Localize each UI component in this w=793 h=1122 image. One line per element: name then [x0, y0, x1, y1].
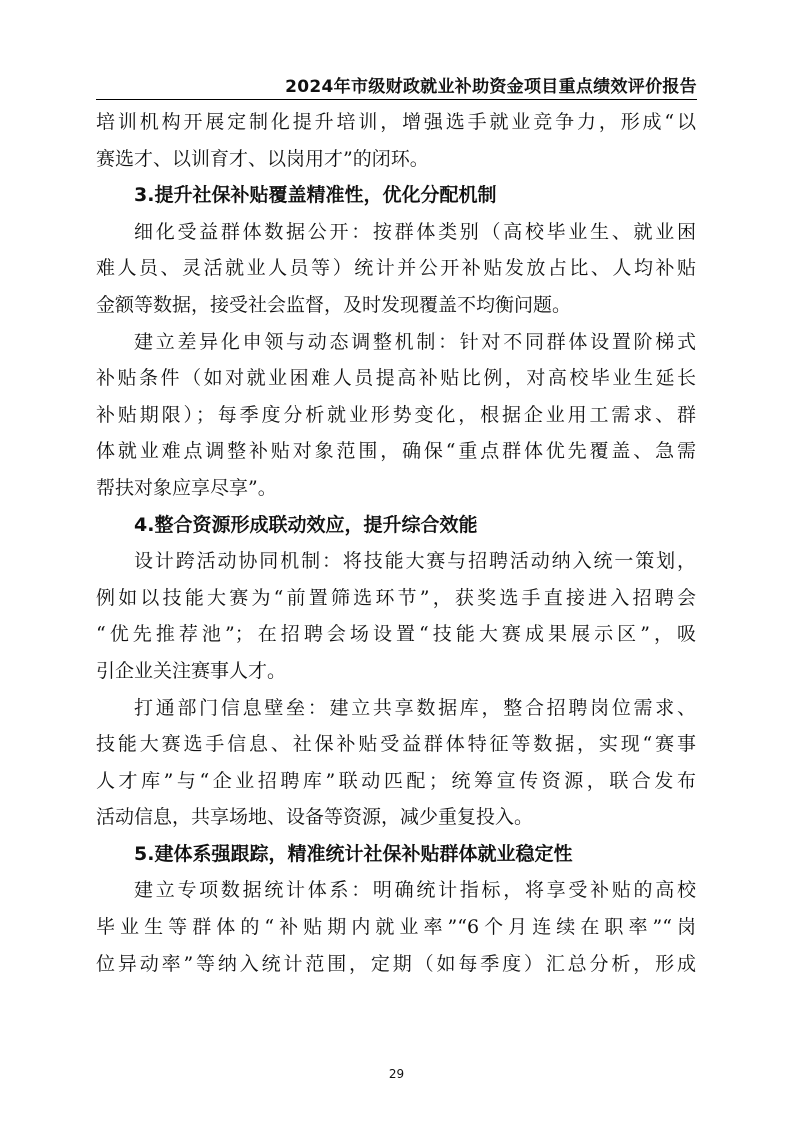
paragraph-line: 建立专项数据统计体系：明确统计指标，将享受补贴的高校 — [134, 879, 696, 902]
paragraph-line: 培训机构开展定制化提升培训，增强选手就业竞争力，形成“以 — [96, 111, 696, 133]
paragraph-line: 技能大赛选手信息、社保补贴受益群体特征等数据，实现“赛事 — [96, 733, 696, 756]
section-heading: 4.整合资源形成联动效应，提升综合效能 — [134, 513, 478, 536]
paragraph-line: 毕业生等群体的“补贴期内就业率”“6个月连续在职率”“岗 — [96, 916, 696, 939]
paragraph-line: 例如以技能大赛为“前置筛选环节”，获奖选手直接进入招聘会 — [96, 586, 696, 609]
running-header-title: 2024年市级财政就业补助资金项目重点绩效评价报告 — [285, 77, 697, 97]
paragraph-line: 难人员、灵活就业人员等）统计并公开补贴发放占比、人均补贴 — [96, 257, 696, 280]
section-heading: 5.建体系强跟踪，精准统计社保补贴群体就业稳定性 — [134, 842, 573, 865]
paragraph-line: “优先推荐池”；在招聘会场设置“技能大赛成果展示区”，吸 — [96, 623, 696, 646]
paragraph-line: 活动信息，共享场地、设备等资源，减少重复投入。 — [96, 806, 534, 829]
paragraph-line: 细化受益群体数据公开：按群体类别（高校毕业生、就业困 — [134, 220, 696, 243]
header-divider — [96, 99, 697, 100]
paragraph-line: 帮扶对象应享尽享”。 — [96, 476, 277, 499]
paragraph-line: 人才库”与“企业招聘库”联动匹配；统筹宣传资源，联合发布 — [96, 769, 696, 792]
section-heading: 3.提升社保补贴覆盖精准性，优化分配机制 — [134, 184, 497, 207]
paragraph-line: 补贴期限）；每季度分析就业形势变化，根据企业用工需求、群 — [96, 403, 696, 426]
paragraph-line: 引企业关注赛事人才。 — [96, 659, 287, 682]
paragraph-line: 金额等数据，接受社会监督，及时发现覆盖不均衡问题。 — [96, 293, 572, 316]
paragraph-line: 建立差异化申领与动态调整机制：针对不同群体设置阶梯式 — [134, 330, 696, 353]
paragraph-line: 设计跨活动协同机制：将技能大赛与招聘活动纳入统一策划， — [134, 550, 696, 573]
paragraph-line: 赛选才、以训育才、以岗用才”的闭环。 — [96, 147, 429, 170]
paragraph-line: 打通部门信息壁垒：建立共享数据库，整合招聘岗位需求、 — [134, 696, 696, 719]
page-number: 29 — [388, 1067, 405, 1081]
document-body — [96, 104, 696, 982]
paragraph-line: 补贴条件（如对就业困难人员提高补贴比例，对高校毕业生延长 — [96, 367, 696, 390]
paragraph-line: 体就业难点调整补贴对象范围，确保“重点群体优先覆盖、急需 — [96, 440, 696, 463]
paragraph-line: 位异动率”等纳入统计范围，定期（如每季度）汇总分析，形成 — [96, 952, 696, 975]
